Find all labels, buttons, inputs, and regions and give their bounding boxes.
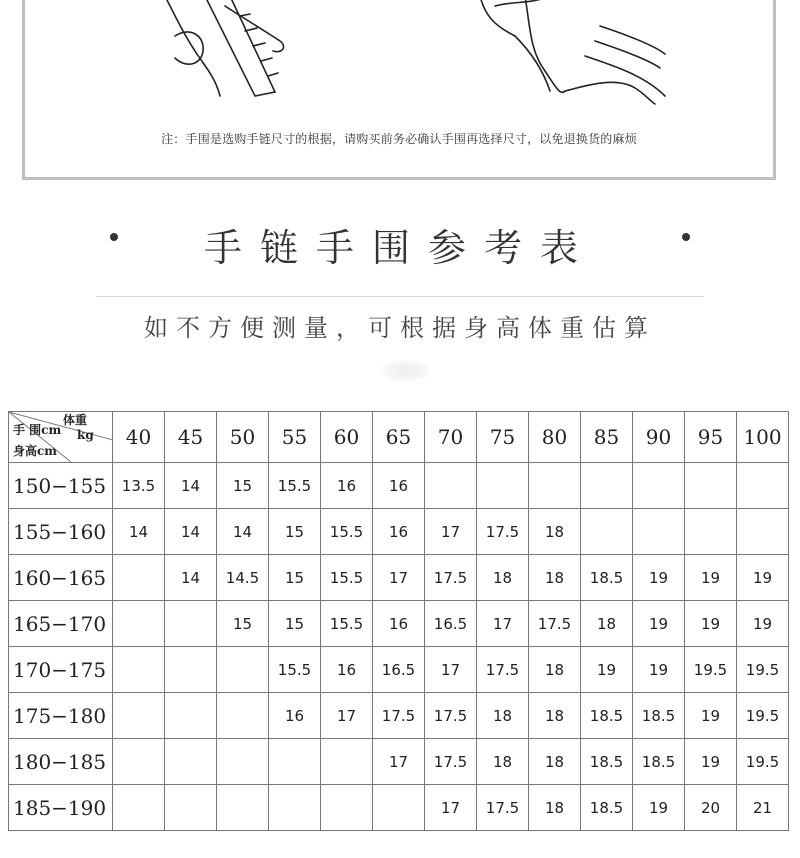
weight-header-cell: 70 — [425, 412, 477, 463]
wrist-size-cell — [477, 463, 529, 509]
wrist-size-cell: 17 — [321, 693, 373, 739]
left-dot-icon — [110, 233, 118, 241]
wrist-size-cell — [113, 647, 165, 693]
wrist-size-cell: 19.5 — [685, 647, 737, 693]
wrist-size-cell: 15.5 — [321, 509, 373, 555]
wrist-size-cell: 18 — [477, 739, 529, 785]
weight-header-cell: 50 — [217, 412, 269, 463]
wrist-size-cell: 14 — [113, 509, 165, 555]
wrist-size-cell: 19.5 — [737, 693, 789, 739]
wrist-size-cell: 18 — [529, 693, 581, 739]
wrist-size-cell: 15 — [269, 601, 321, 647]
wrist-size-cell: 19 — [633, 647, 685, 693]
wrist-size-cell — [321, 739, 373, 785]
weight-header-cell: 95 — [685, 412, 737, 463]
wrist-size-cell — [633, 509, 685, 555]
wrist-size-cell: 18.5 — [581, 739, 633, 785]
wrist-size-cell: 15 — [269, 509, 321, 555]
wrist-size-cell: 16.5 — [373, 647, 425, 693]
wrist-size-cell: 18 — [477, 555, 529, 601]
wrist-size-cell — [165, 693, 217, 739]
wrist-size-cell — [113, 601, 165, 647]
wrist-size-cell: 19 — [685, 739, 737, 785]
wrist-size-cell — [373, 785, 425, 831]
wrist-size-cell — [737, 509, 789, 555]
wrist-size-cell: 13.5 — [113, 463, 165, 509]
wrist-size-cell: 18.5 — [581, 555, 633, 601]
note-text: 注：手围是选购手链尺寸的根据，请购买前务必确认手围再选择尺寸，以免退换货的麻烦 — [161, 132, 637, 146]
wrist-size-cell: 20 — [685, 785, 737, 831]
weight-header-cell: 75 — [477, 412, 529, 463]
wrist-size-cell: 14 — [165, 463, 217, 509]
wrist-size-cell: 17.5 — [425, 739, 477, 785]
corner-weight-unit: kg — [77, 428, 94, 442]
table-row — [9, 647, 789, 693]
wrist-size-cell: 17.5 — [477, 785, 529, 831]
wrist-size-cell: 16 — [373, 601, 425, 647]
wrist-size-cell: 17 — [425, 509, 477, 555]
wrist-size-cell — [581, 509, 633, 555]
wrist-size-cell: 17 — [373, 555, 425, 601]
wrist-size-cell: 19.5 — [737, 647, 789, 693]
wrist-size-cell: 18.5 — [581, 785, 633, 831]
wrist-size-cell — [113, 785, 165, 831]
height-range-cell: 165−170 — [9, 601, 113, 647]
wrist-size-cell — [165, 739, 217, 785]
wrist-size-cell: 17.5 — [373, 693, 425, 739]
wrist-size-cell — [529, 463, 581, 509]
table-row — [9, 509, 789, 555]
wrist-size-cell: 15.5 — [269, 647, 321, 693]
hand-measuring-illustration — [25, 0, 779, 116]
wrist-size-cell: 19 — [737, 601, 789, 647]
wrist-size-cell: 19 — [685, 601, 737, 647]
wrist-size-cell: 19 — [685, 693, 737, 739]
wrist-size-cell: 19.5 — [737, 739, 789, 785]
wrist-size-cell: 16 — [321, 463, 373, 509]
table-row — [9, 785, 789, 831]
wrist-size-cell: 18 — [529, 555, 581, 601]
decorative-shadow — [380, 360, 430, 382]
height-range-cell: 185−190 — [9, 785, 113, 831]
corner-cell — [9, 412, 113, 463]
wrist-size-cell — [269, 739, 321, 785]
wrist-size-cell: 15.5 — [269, 463, 321, 509]
wrist-size-cell — [685, 463, 737, 509]
wrist-size-cell — [269, 785, 321, 831]
wrist-size-cell — [425, 463, 477, 509]
wrist-size-cell: 16.5 — [425, 601, 477, 647]
table-row — [9, 463, 789, 509]
table-row — [9, 601, 789, 647]
table-row — [9, 555, 789, 601]
wrist-size-cell: 14 — [217, 509, 269, 555]
header-row — [9, 412, 789, 463]
weight-header-cell: 45 — [165, 412, 217, 463]
wrist-size-cell: 15 — [217, 601, 269, 647]
wrist-size-cell: 18 — [529, 509, 581, 555]
wrist-size-cell: 19 — [633, 555, 685, 601]
measurement-illustration-box — [22, 0, 776, 180]
wrist-size-cell — [217, 647, 269, 693]
weight-header-cell: 100 — [737, 412, 789, 463]
weight-header-cell: 40 — [113, 412, 165, 463]
weight-header-cell: 60 — [321, 412, 373, 463]
wrist-size-cell — [165, 785, 217, 831]
wrist-size-cell: 16 — [373, 509, 425, 555]
wrist-size-cell: 18.5 — [581, 693, 633, 739]
wrist-size-cell: 18.5 — [633, 739, 685, 785]
height-range-cell: 160−165 — [9, 555, 113, 601]
wrist-size-cell: 17 — [373, 739, 425, 785]
wrist-size-cell: 19 — [737, 555, 789, 601]
wrist-size-cell: 16 — [373, 463, 425, 509]
heading-row — [0, 213, 800, 273]
wrist-size-cell: 18 — [529, 785, 581, 831]
wrist-size-cell — [113, 693, 165, 739]
weight-header-cell: 65 — [373, 412, 425, 463]
height-range-cell: 150−155 — [9, 463, 113, 509]
weight-header-cell: 80 — [529, 412, 581, 463]
wrist-size-cell: 17.5 — [425, 555, 477, 601]
wrist-size-cell: 18 — [529, 647, 581, 693]
table-row — [9, 739, 789, 785]
page-title: 手链手围参考表 — [203, 226, 596, 270]
wrist-size-cell — [685, 509, 737, 555]
wrist-size-cell: 16 — [269, 693, 321, 739]
wrist-size-cell: 19 — [633, 601, 685, 647]
wrist-size-cell: 17.5 — [425, 693, 477, 739]
corner-weight-label: 体重 — [63, 413, 88, 427]
weight-header-cell: 85 — [581, 412, 633, 463]
wrist-size-cell: 15 — [269, 555, 321, 601]
table-row — [9, 693, 789, 739]
corner-wrist-label: 手 围cm — [13, 423, 62, 437]
wrist-size-cell: 17 — [477, 601, 529, 647]
wrist-size-cell: 18 — [581, 601, 633, 647]
height-range-cell: 170−175 — [9, 647, 113, 693]
wrist-size-cell: 15.5 — [321, 601, 373, 647]
wrist-size-cell — [113, 555, 165, 601]
wrist-size-table — [8, 411, 789, 831]
table-body — [9, 463, 789, 831]
height-range-cell: 180−185 — [9, 739, 113, 785]
wrist-size-cell — [737, 463, 789, 509]
wrist-size-cell — [113, 739, 165, 785]
wrist-size-cell — [217, 739, 269, 785]
wrist-size-cell: 17 — [425, 647, 477, 693]
weight-header-cell: 55 — [269, 412, 321, 463]
wrist-size-cell: 16 — [321, 647, 373, 693]
height-range-cell: 175−180 — [9, 693, 113, 739]
wrist-size-cell: 18 — [529, 739, 581, 785]
right-dot-icon — [682, 233, 690, 241]
wrist-size-cell: 18 — [477, 693, 529, 739]
wrist-size-cell — [633, 463, 685, 509]
wrist-size-cell: 17.5 — [477, 509, 529, 555]
wrist-size-cell — [165, 647, 217, 693]
divider — [96, 296, 704, 297]
wrist-size-cell: 17 — [425, 785, 477, 831]
wrist-size-cell: 19 — [633, 785, 685, 831]
wrist-size-cell: 14.5 — [217, 555, 269, 601]
wrist-size-cell: 15 — [217, 463, 269, 509]
weight-header-cell: 90 — [633, 412, 685, 463]
wrist-size-cell — [581, 463, 633, 509]
wrist-size-cell: 14 — [165, 509, 217, 555]
wrist-size-cell: 19 — [581, 647, 633, 693]
corner-height-label: 身高cm — [13, 444, 58, 458]
wrist-size-cell: 21 — [737, 785, 789, 831]
wrist-size-cell — [165, 601, 217, 647]
wrist-size-cell — [321, 785, 373, 831]
wrist-size-cell: 17.5 — [529, 601, 581, 647]
wrist-size-cell — [217, 693, 269, 739]
wrist-size-cell: 15.5 — [321, 555, 373, 601]
wrist-size-cell: 18.5 — [633, 693, 685, 739]
page-subtitle: 如不方便测量，可根据身高体重估算 — [144, 314, 656, 342]
wrist-size-cell: 14 — [165, 555, 217, 601]
wrist-size-cell: 17.5 — [477, 647, 529, 693]
wrist-size-cell: 19 — [685, 555, 737, 601]
wrist-size-cell — [217, 785, 269, 831]
height-range-cell: 155−160 — [9, 509, 113, 555]
